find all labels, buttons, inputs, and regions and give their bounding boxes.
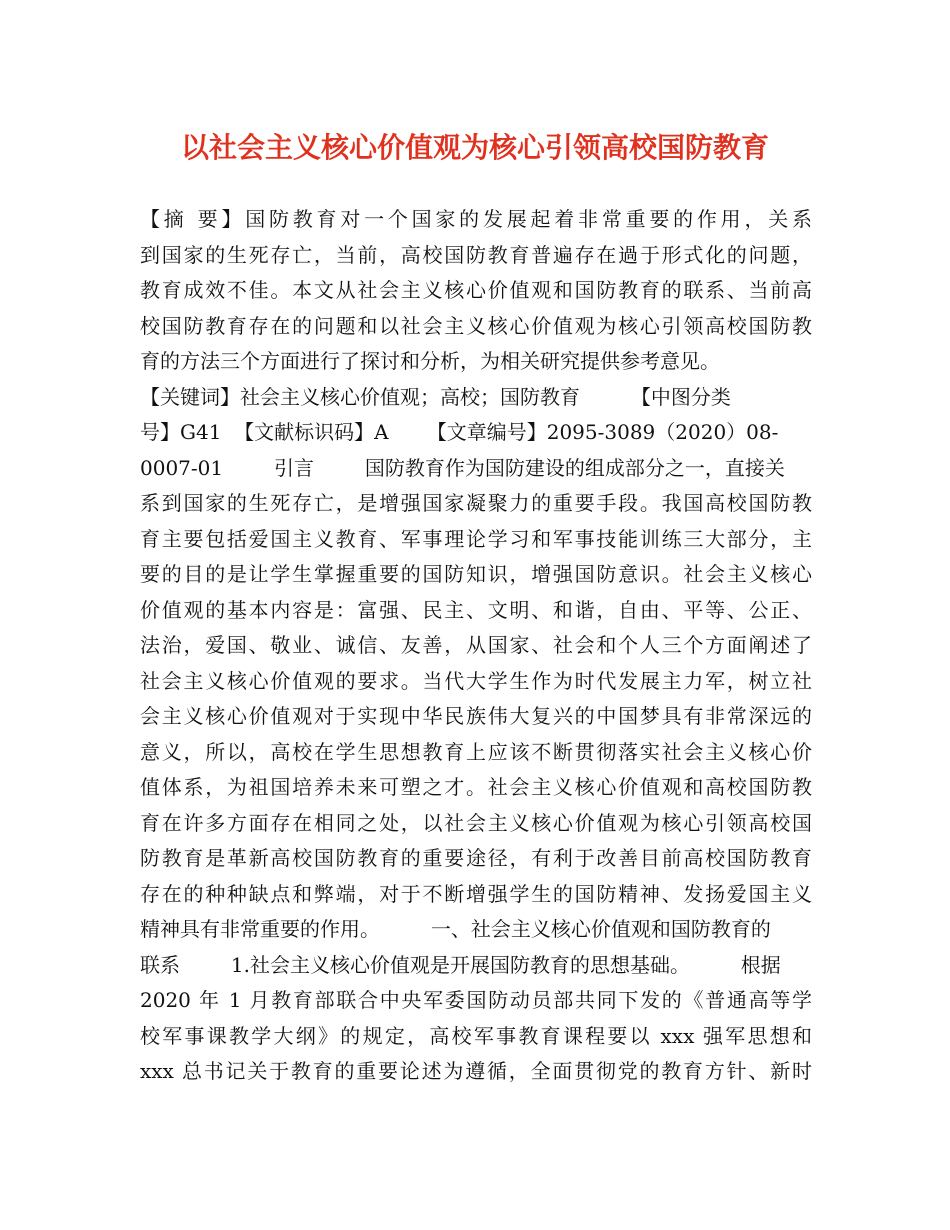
body-line: 育在许多方面存在相同之处，以社会主义核心价值观为核心引领高校国 — [140, 810, 812, 835]
body-line: 社会主义核心价值观的要求。当代大学生作为时代发展主力军，树立社 — [140, 668, 812, 693]
body-line: 会主义核心价值观对于实现中华民族伟大复兴的中国梦具有非常深远的 — [140, 704, 812, 728]
document-title: 以社会主义核心价值观为核心引领高校国防教育 — [180, 131, 769, 164]
body-line: 育的方法三个方面进行了探讨和分析，为相关研究提供参考意见。 — [140, 349, 720, 373]
document-body — [140, 202, 812, 1090]
body-line: 到国家的生死存亡，当前，高校国防教育普遍存在過于形式化的问题， — [140, 242, 812, 267]
body-line: 精神具有非常重要的作用。 一、社会主义核心价值观和国防教育的 — [140, 917, 771, 941]
body-line: xxx 总书记关于教育的重要论述为遵循，全面贯彻党的教育方针、新时 — [140, 1059, 812, 1083]
body-line: 号】G41 【文献标识码】A 【文章编号】2095-3089（2020）08- — [140, 420, 779, 444]
body-line: 联系 1.社会主义核心价值观是开展国防教育的思想基础。 根据 — [140, 952, 781, 977]
body-line: 校国防教育存在的问题和以社会主义核心价值观为核心引领高校国防教 — [140, 313, 812, 338]
body-line: 防教育是革新高校国防教育的重要途径，有利于改善目前高校国防教育 — [140, 846, 812, 870]
body-line: 价值观的基本内容是：富强、民主、文明、和谐，自由、平等、公正、 — [140, 597, 812, 622]
body-line: 教育成效不佳。本文从社会主义核心价值观和国防教育的联系、当前高 — [140, 278, 812, 302]
body-line: 0007-01 引言 国防教育作为国防建设的组成部分之一，直接关 — [140, 455, 785, 480]
body-line: 2020 年 1 月教育部联合中央军委国防动员部共同下发的《普通高等学 — [140, 988, 812, 1012]
body-line: 校军事课教学大纲》的规定，高校军事教育课程要以 xxx 强军思想和 — [140, 1023, 812, 1048]
body-line: 值体系，为祖国培养未来可塑之才。社会主义核心价值观和高校国防教 — [140, 775, 812, 799]
body-line: 系到国家的生死存亡，是增强国家凝聚力的重要手段。我国高校国防教 — [140, 491, 812, 515]
body-line: 【关键词】社会主义核心价值观；高校；国防教育 【中图分类 — [140, 384, 731, 409]
body-line: 要的目的是让学生掌握重要的国防知识，增强国防意识。社会主义核心 — [140, 562, 812, 586]
body-line: 【摘 要】国防教育对一个国家的发展起着非常重要的作用，关系 — [140, 207, 812, 231]
body-line: 育主要包括爱国主义教育、军事理论学习和军事技能训练三大部分，主 — [140, 526, 812, 551]
body-line: 意义，所以，高校在学生思想教育上应该不断贯彻落实社会主义核心价 — [140, 739, 812, 764]
body-line: 法治，爱国、敬业、诚信、友善，从国家、社会和个人三个方面阐述了 — [140, 633, 812, 657]
body-line: 存在的种种缺点和弊端，对于不断增强学生的国防精神、发扬爱国主义 — [140, 881, 812, 906]
